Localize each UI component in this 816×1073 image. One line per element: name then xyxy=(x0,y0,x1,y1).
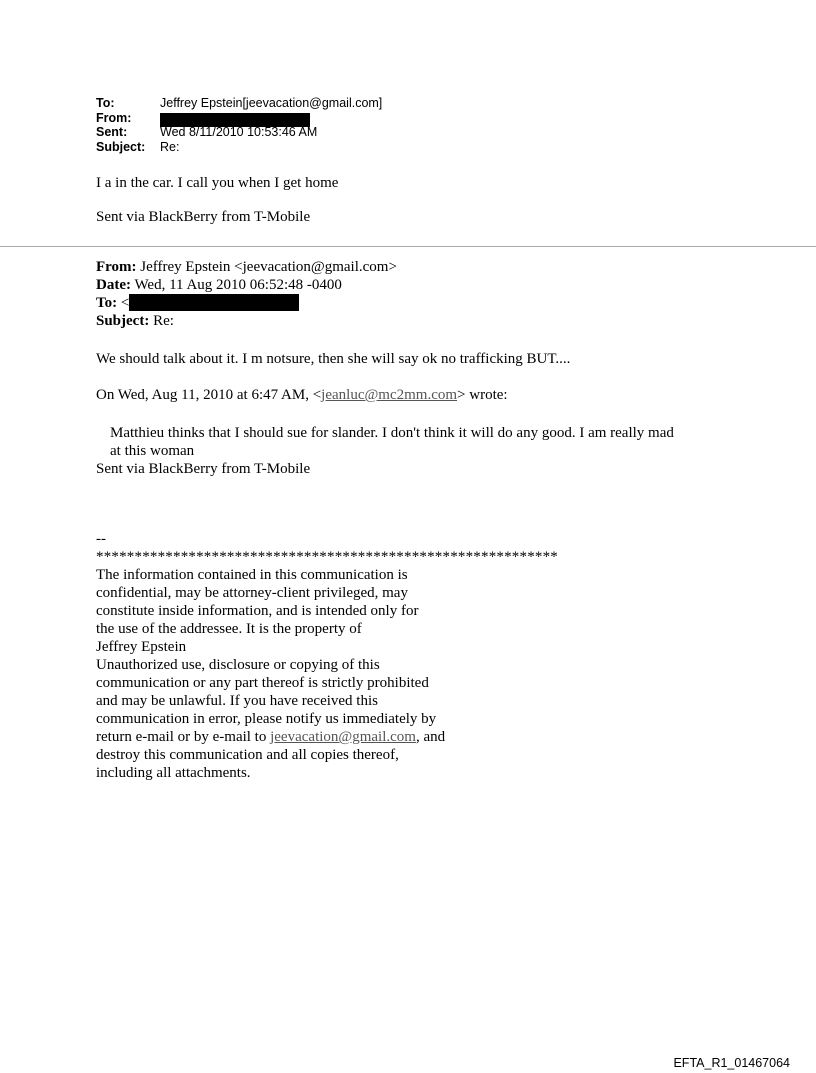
disclaimer-line: the use of the addressee. It is the property of xyxy=(96,621,362,637)
quoted-subject-label: Subject: xyxy=(96,313,150,329)
disclaimer-line: communication in error, please notify us immediately by xyxy=(96,711,437,727)
inner-line-1: Matthieu thinks that I should sue for slander. I don't think it will do any good. I am really mad xyxy=(110,425,674,441)
attribution-email-link[interactable]: jeanluc@mc2mm.com xyxy=(321,387,458,403)
disclaimer-dashes: -- xyxy=(96,531,106,547)
separator-line xyxy=(0,246,816,247)
quoted-date-value: Wed, 11 Aug 2010 06:52:48 -0400 xyxy=(130,277,342,293)
from-row xyxy=(96,111,382,126)
quoted-subject-row xyxy=(96,312,397,330)
disclaimer-line: Jeffrey Epstein xyxy=(96,639,187,655)
quoted-to-label: To: xyxy=(96,295,118,311)
top-email-header xyxy=(96,96,382,154)
from-label: From: xyxy=(96,110,132,125)
document-id: EFTA_R1_01467064 xyxy=(673,1056,790,1070)
quoted-subject-value: Re: xyxy=(149,313,174,329)
disclaimer-line: The information contained in this communication is xyxy=(96,567,408,583)
return-email-link[interactable]: jeevacation@gmail.com xyxy=(270,729,416,745)
subject-label: Subject: xyxy=(96,139,146,154)
sent-value: Wed 8/11/2010 10:53:46 AM xyxy=(160,125,318,139)
disclaimer-line: communication or any part thereof is strictly prohibited xyxy=(96,675,429,691)
disclaimer-stars: ************************************************************ xyxy=(96,549,558,565)
quoted-date-label: Date: xyxy=(96,277,131,293)
inner-quoted-message xyxy=(110,424,730,460)
disclaimer-line: and may be unlawful. If you have received this xyxy=(96,693,378,709)
quoted-date-row xyxy=(96,276,397,294)
disclaimer-block xyxy=(96,530,576,782)
disclaimer-line: Unauthorized use, disclosure or copying of this xyxy=(96,657,380,673)
from-value xyxy=(160,111,310,126)
sent-row xyxy=(96,125,382,140)
disclaimer-line: destroy this communication and all copies thereof, xyxy=(96,747,399,763)
quoted-from-value: Jeffrey Epstein <jeevacation@gmail.com> xyxy=(136,259,397,275)
inner-line-2: at this woman xyxy=(110,443,195,459)
subject-value: Re: xyxy=(160,139,180,154)
return-post: , and xyxy=(415,729,446,745)
quoted-to-row xyxy=(96,294,397,312)
quoted-from-row xyxy=(96,258,397,276)
return-pre: return e-mail or by e-mail to xyxy=(96,729,271,745)
attribution-post: > wrote: xyxy=(457,387,508,403)
attribution-line xyxy=(96,386,508,404)
to-value: Jeffrey Epstein[jeevacation@gmail.com] xyxy=(160,96,383,110)
top-email-signature: Sent via BlackBerry from T-Mobile xyxy=(96,209,311,225)
quoted-from-label: From: xyxy=(96,259,137,275)
attribution-pre: On Wed, Aug 11, 2010 at 6:47 AM, < xyxy=(96,387,322,403)
top-email-body: I a in the car. I call you when I get home xyxy=(96,175,339,191)
disclaimer-line: including all attachments. xyxy=(96,765,251,781)
to-label: To: xyxy=(96,96,115,110)
disclaimer-return-line xyxy=(96,728,576,746)
inner-signature: Sent via BlackBerry from T-Mobile xyxy=(96,461,311,477)
disclaimer-line: constitute inside information, and is intended only for xyxy=(96,603,419,619)
quoted-email-body: We should talk about it. I m notsure, then she will say ok no trafficking BUT.... xyxy=(96,351,571,367)
quoted-email-header xyxy=(96,258,397,330)
disclaimer-line: confidential, may be attorney-client privileged, may xyxy=(96,585,408,601)
subject-row xyxy=(96,140,382,155)
sent-label: Sent: xyxy=(96,125,128,139)
quoted-to-value: < xyxy=(117,295,130,311)
redaction-box xyxy=(129,294,299,311)
to-row xyxy=(96,96,382,111)
